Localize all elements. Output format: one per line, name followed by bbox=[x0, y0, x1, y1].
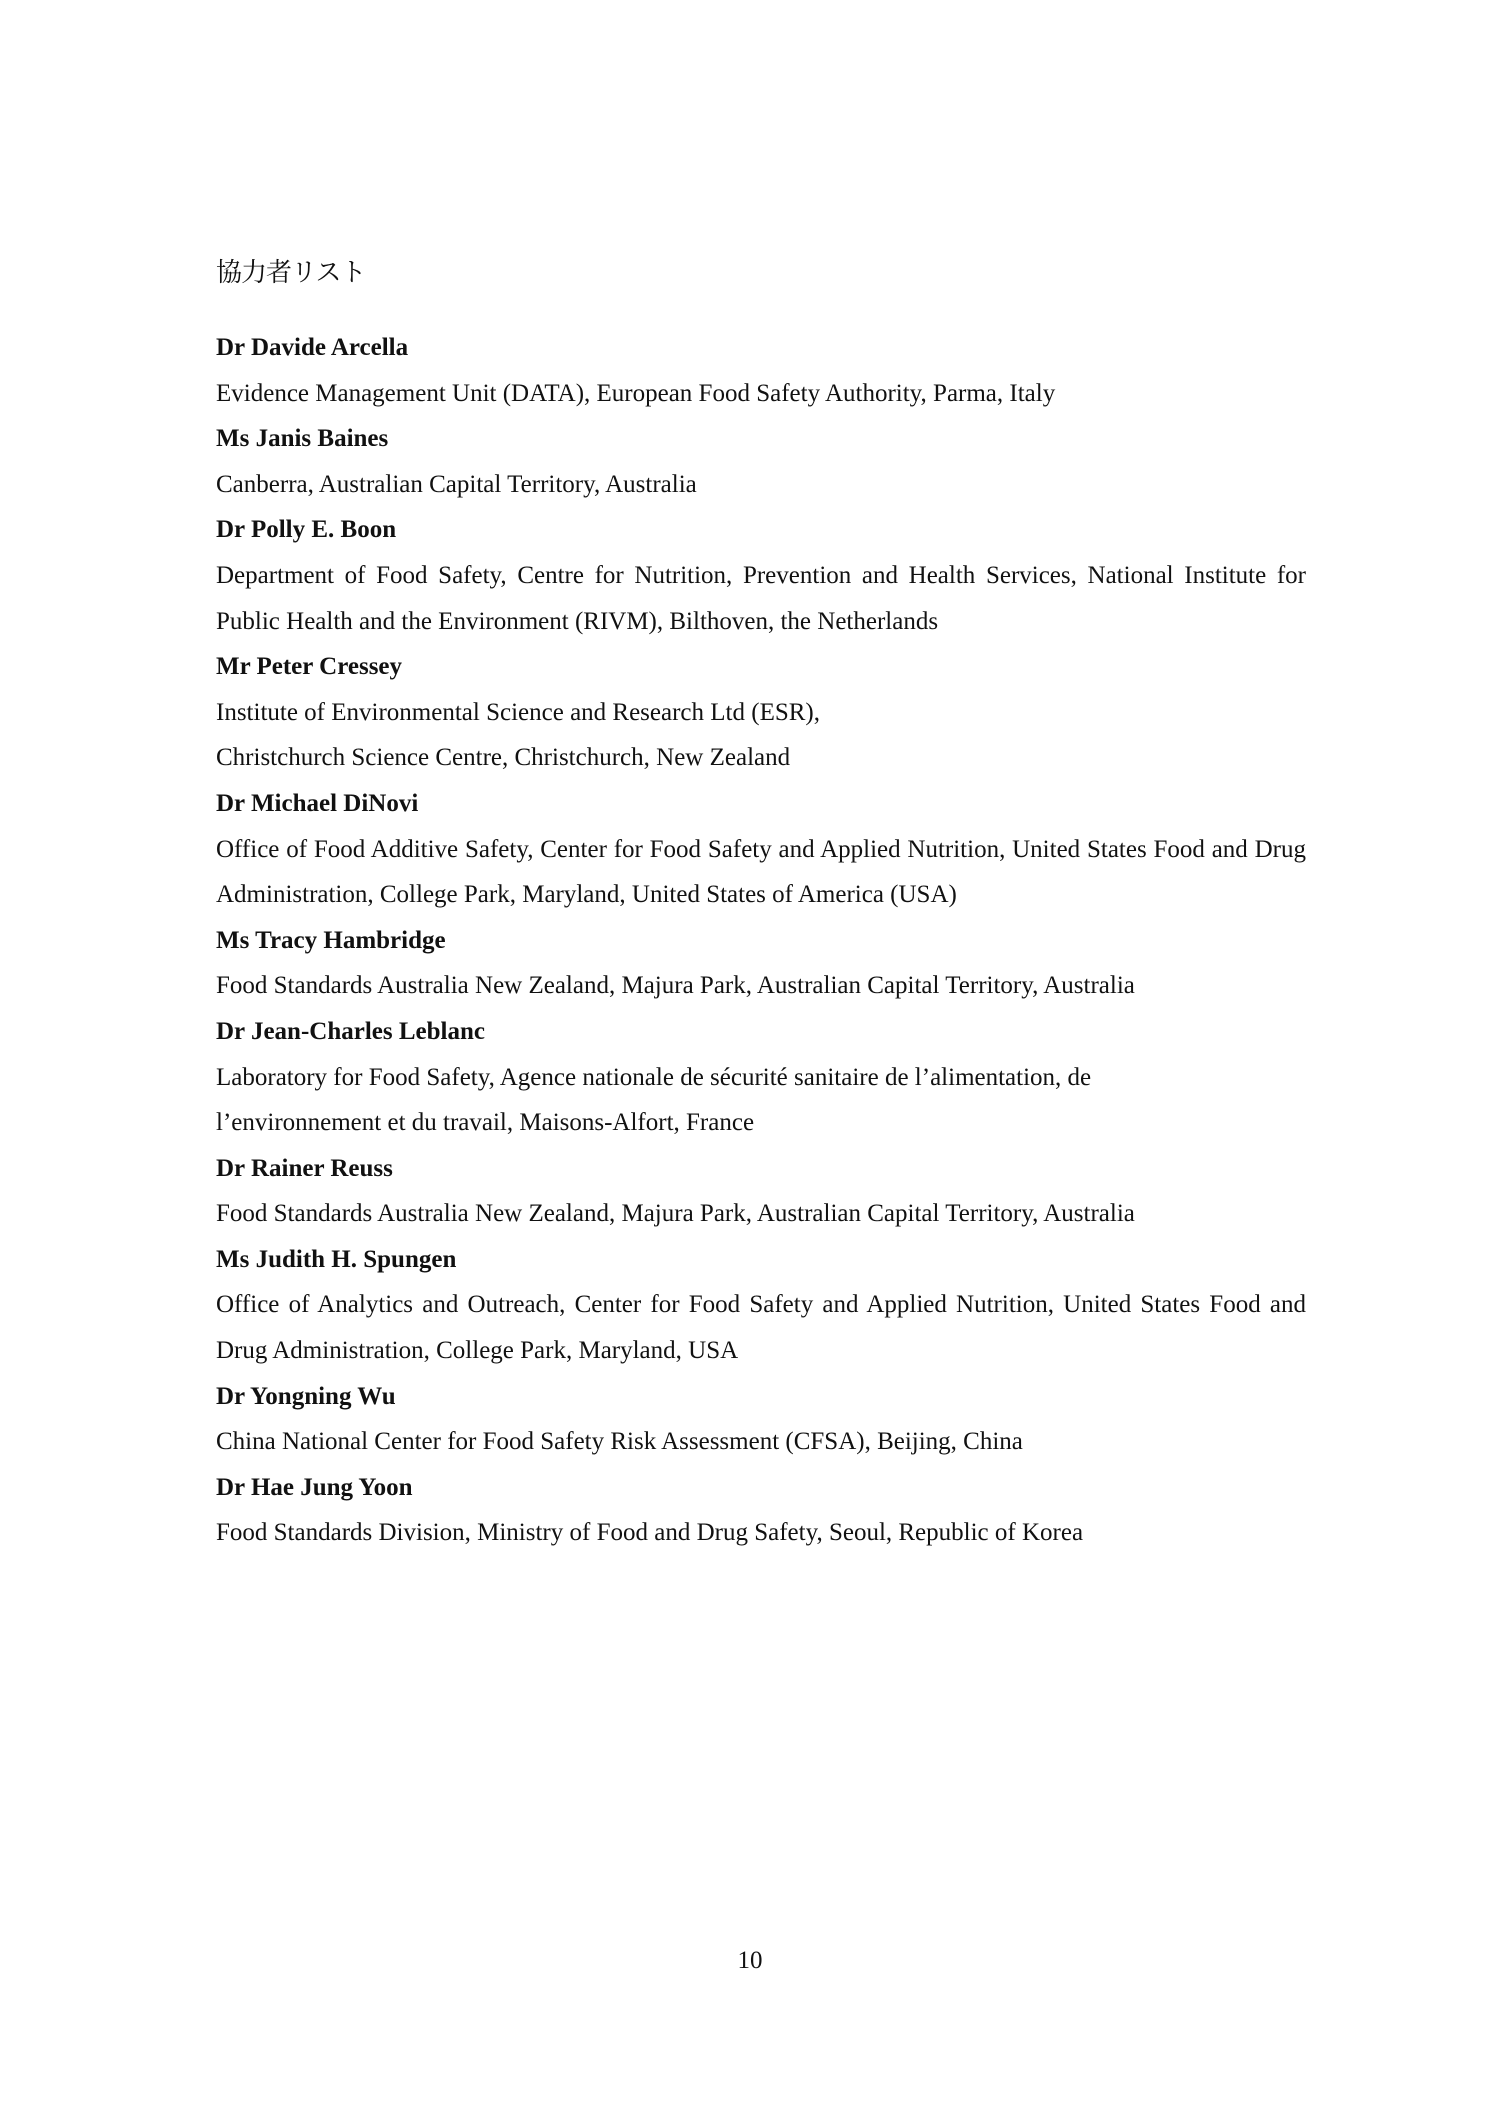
contributor-affiliation: Food Standards Australia New Zealand, Majura Park, Australian Capital Territory, Australia bbox=[216, 972, 1135, 1000]
contributor-entry bbox=[216, 1009, 1306, 1146]
contributor-entry bbox=[216, 507, 1306, 644]
contributor-name: Dr Jean-Charles Leblanc bbox=[216, 1017, 485, 1045]
contributor-name: Ms Janis Baines bbox=[216, 425, 389, 453]
page-title: 協力者リスト bbox=[216, 258, 366, 288]
contributor-affiliation-line: l’environnement et du travail, Maisons-Alfort, France bbox=[216, 1109, 755, 1137]
contributor-name: Ms Tracy Hambridge bbox=[216, 926, 446, 954]
contributor-entry bbox=[216, 1237, 1306, 1374]
contributor-entry bbox=[216, 1374, 1306, 1465]
contributor-entry bbox=[216, 416, 1306, 507]
contributor-affiliation: Canberra, Australian Capital Territory, Australia bbox=[216, 470, 697, 498]
contributor-name: Dr Davide Arcella bbox=[216, 334, 409, 361]
contributor-affiliation-line: Christchurch Science Centre, Christchurch, New Zealand bbox=[216, 744, 791, 772]
page-number: 10 bbox=[737, 1947, 763, 1974]
contributor-entry bbox=[216, 644, 1306, 781]
contributor-affiliation: Office of Food Additive Safety, Center for Food Safety and Applied Nutrition, United States Food and Drug Administration, College Park, Maryland, United States of America (USA) bbox=[216, 835, 1306, 909]
contributor-name: Dr Michael DiNovi bbox=[216, 789, 419, 817]
contributor-name: Dr Yongning Wu bbox=[216, 1382, 396, 1410]
contributor-affiliation-line: Institute of Environmental Science and Research Ltd (ESR), bbox=[216, 698, 820, 726]
contributor-affiliation: Evidence Management Unit (DATA), European Food Safety Authority, Parma, Italy bbox=[216, 379, 1056, 407]
contributor-entry bbox=[216, 325, 1306, 416]
contributor-entry bbox=[216, 1465, 1306, 1556]
contributor-affiliation: Department of Food Safety, Centre for Nutrition, Prevention and Health Services, National Institute for Public Health and the Environment (RIVM), Bilthoven, the Netherlands bbox=[216, 561, 1306, 635]
contributor-name: Mr Peter Cressey bbox=[216, 653, 403, 681]
contributor-entry bbox=[216, 1146, 1306, 1237]
contributor-affiliation: Office of Analytics and Outreach, Center for Food Safety and Applied Nutrition, United States Food and Drug Administration, College Park, Maryland, USA bbox=[216, 1291, 1306, 1365]
contributor-name: Dr Hae Jung Yoon bbox=[216, 1473, 413, 1501]
contributor-affiliation-line: Laboratory for Food Safety, Agence nationale de sécurité sanitaire de l’alimentation, de bbox=[216, 1063, 1092, 1091]
contributor-affiliation: Food Standards Australia New Zealand, Majura Park, Australian Capital Territory, Australia bbox=[216, 1200, 1135, 1228]
contributor-name: Dr Polly E. Boon bbox=[216, 516, 397, 544]
contributor-affiliation: China National Center for Food Safety Risk Assessment (CFSA), Beijing, China bbox=[216, 1428, 1023, 1456]
contributor-name: Ms Judith H. Spungen bbox=[216, 1245, 457, 1273]
contributor-affiliation: Food Standards Division, Ministry of Food and Drug Safety, Seoul, Republic of Korea bbox=[216, 1519, 1084, 1547]
contributor-name: Dr Rainer Reuss bbox=[216, 1154, 393, 1182]
contributor-list bbox=[216, 325, 1306, 1556]
contributor-entry bbox=[216, 918, 1306, 1009]
contributor-entry bbox=[216, 781, 1306, 918]
